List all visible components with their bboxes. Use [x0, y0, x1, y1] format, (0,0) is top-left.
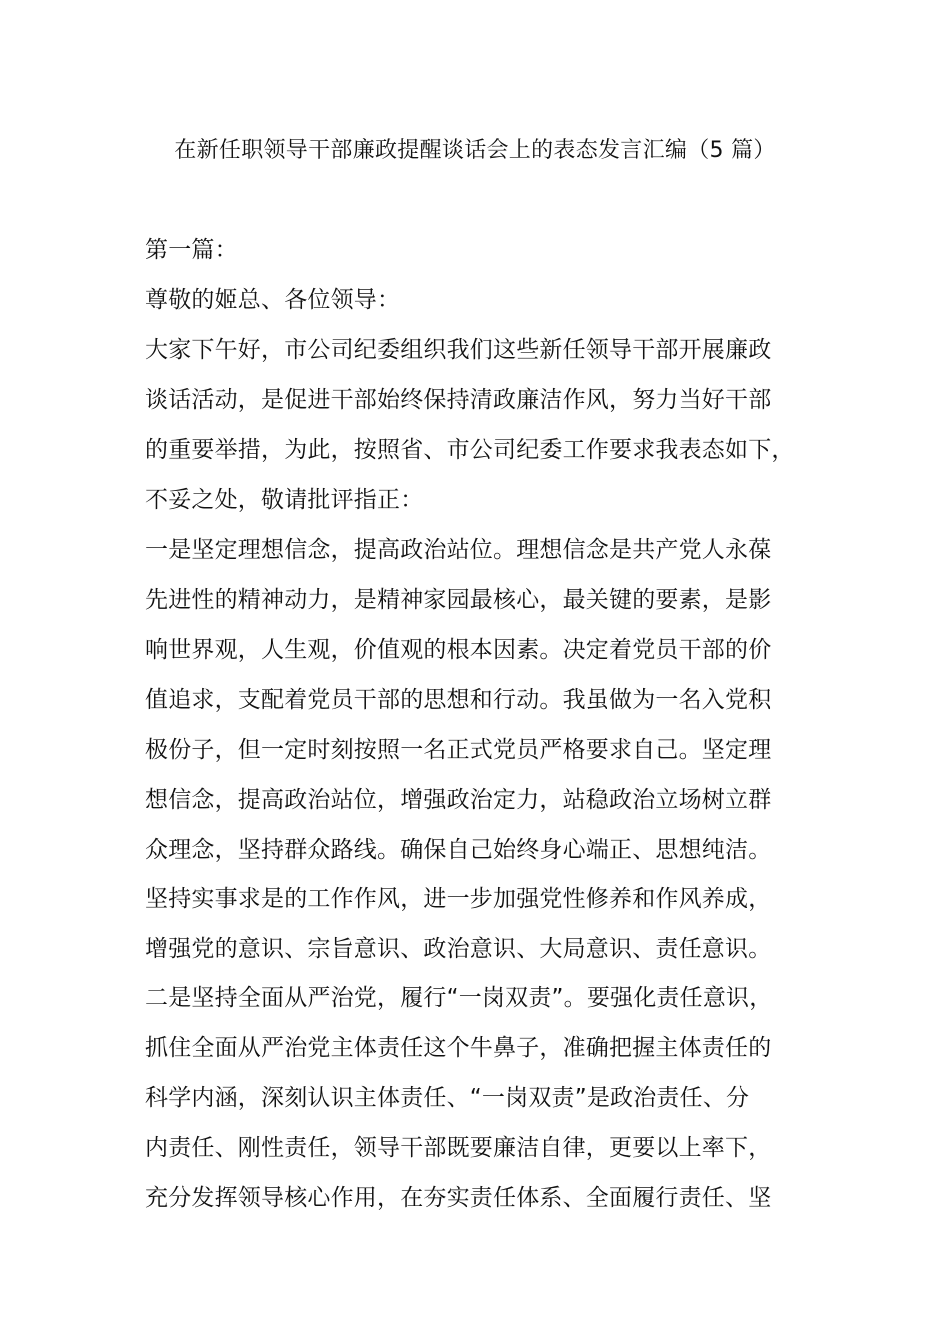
paragraph-line: 先进性的精神动力，是精神家园最核心，最关键的要素，是影 [145, 587, 772, 613]
paragraph-line: 抓住全面从严治党主体责任这个牛鼻子，准确把握主体责任的 [145, 1035, 772, 1061]
paragraph-line: 想信念，提高政治站位，增强政治定力，站稳政治立场树立群 [145, 787, 772, 813]
paragraph-line: 充分发挥领导核心作用，在夯实责任体系、全面履行责任、坚 [145, 1185, 772, 1211]
paragraph-line: 谈话活动，是促进干部始终保持清政廉洁作风，努力当好干部 [145, 387, 772, 413]
paragraph-line: 大家下午好，市公司纪委组织我们这些新任领导干部开展廉政 [145, 337, 772, 363]
paragraph-line: 一是坚定理想信念，提高政治站位。理想信念是共产党人永葆 [145, 537, 772, 563]
paragraph-line: 响世界观，人生观，价值观的根本因素。决定着党员干部的价 [145, 637, 772, 663]
paragraph-line: 增强党的意识、宗旨意识、政治意识、大局意识、责任意识。 [145, 936, 772, 962]
paragraph-line: 的重要举措，为此，按照省、市公司纪委工作要求我表态如下， [145, 437, 795, 463]
paragraph-line: 坚持实事求是的工作作风，进一步加强党性修养和作风养成， [145, 886, 772, 912]
document-title: 在新任职领导干部廉政提醒谈话会上的表态发言汇编（5 篇） [174, 138, 776, 163]
paragraph-line: 极份子，但一定时刻按照一名正式党员严格要求自己。坚定理 [145, 737, 772, 763]
paragraph-line: 众理念，坚持群众路线。确保自己始终身心端正、思想纯洁。 [145, 837, 772, 863]
paragraph-line: 值追求，支配着党员干部的思想和行动。我虽做为一名入党积 [145, 687, 772, 713]
paragraph-line: 不妥之处，敬请批评指正： [145, 487, 424, 513]
salutation: 尊敬的姬总、各位领导： [145, 287, 401, 313]
paragraph-line: 科学内涵，深刻认识主体责任、“一岗双责”是政治责任、分 [145, 1085, 750, 1111]
paragraph-line: 内责任、刚性责任，领导干部既要廉洁自律，更要以上率下， [145, 1135, 772, 1161]
section-heading: 第一篇： [145, 237, 238, 263]
paragraph-line: 二是坚持全面从严治党，履行“一岗双责”。要强化责任意识， [145, 985, 773, 1011]
